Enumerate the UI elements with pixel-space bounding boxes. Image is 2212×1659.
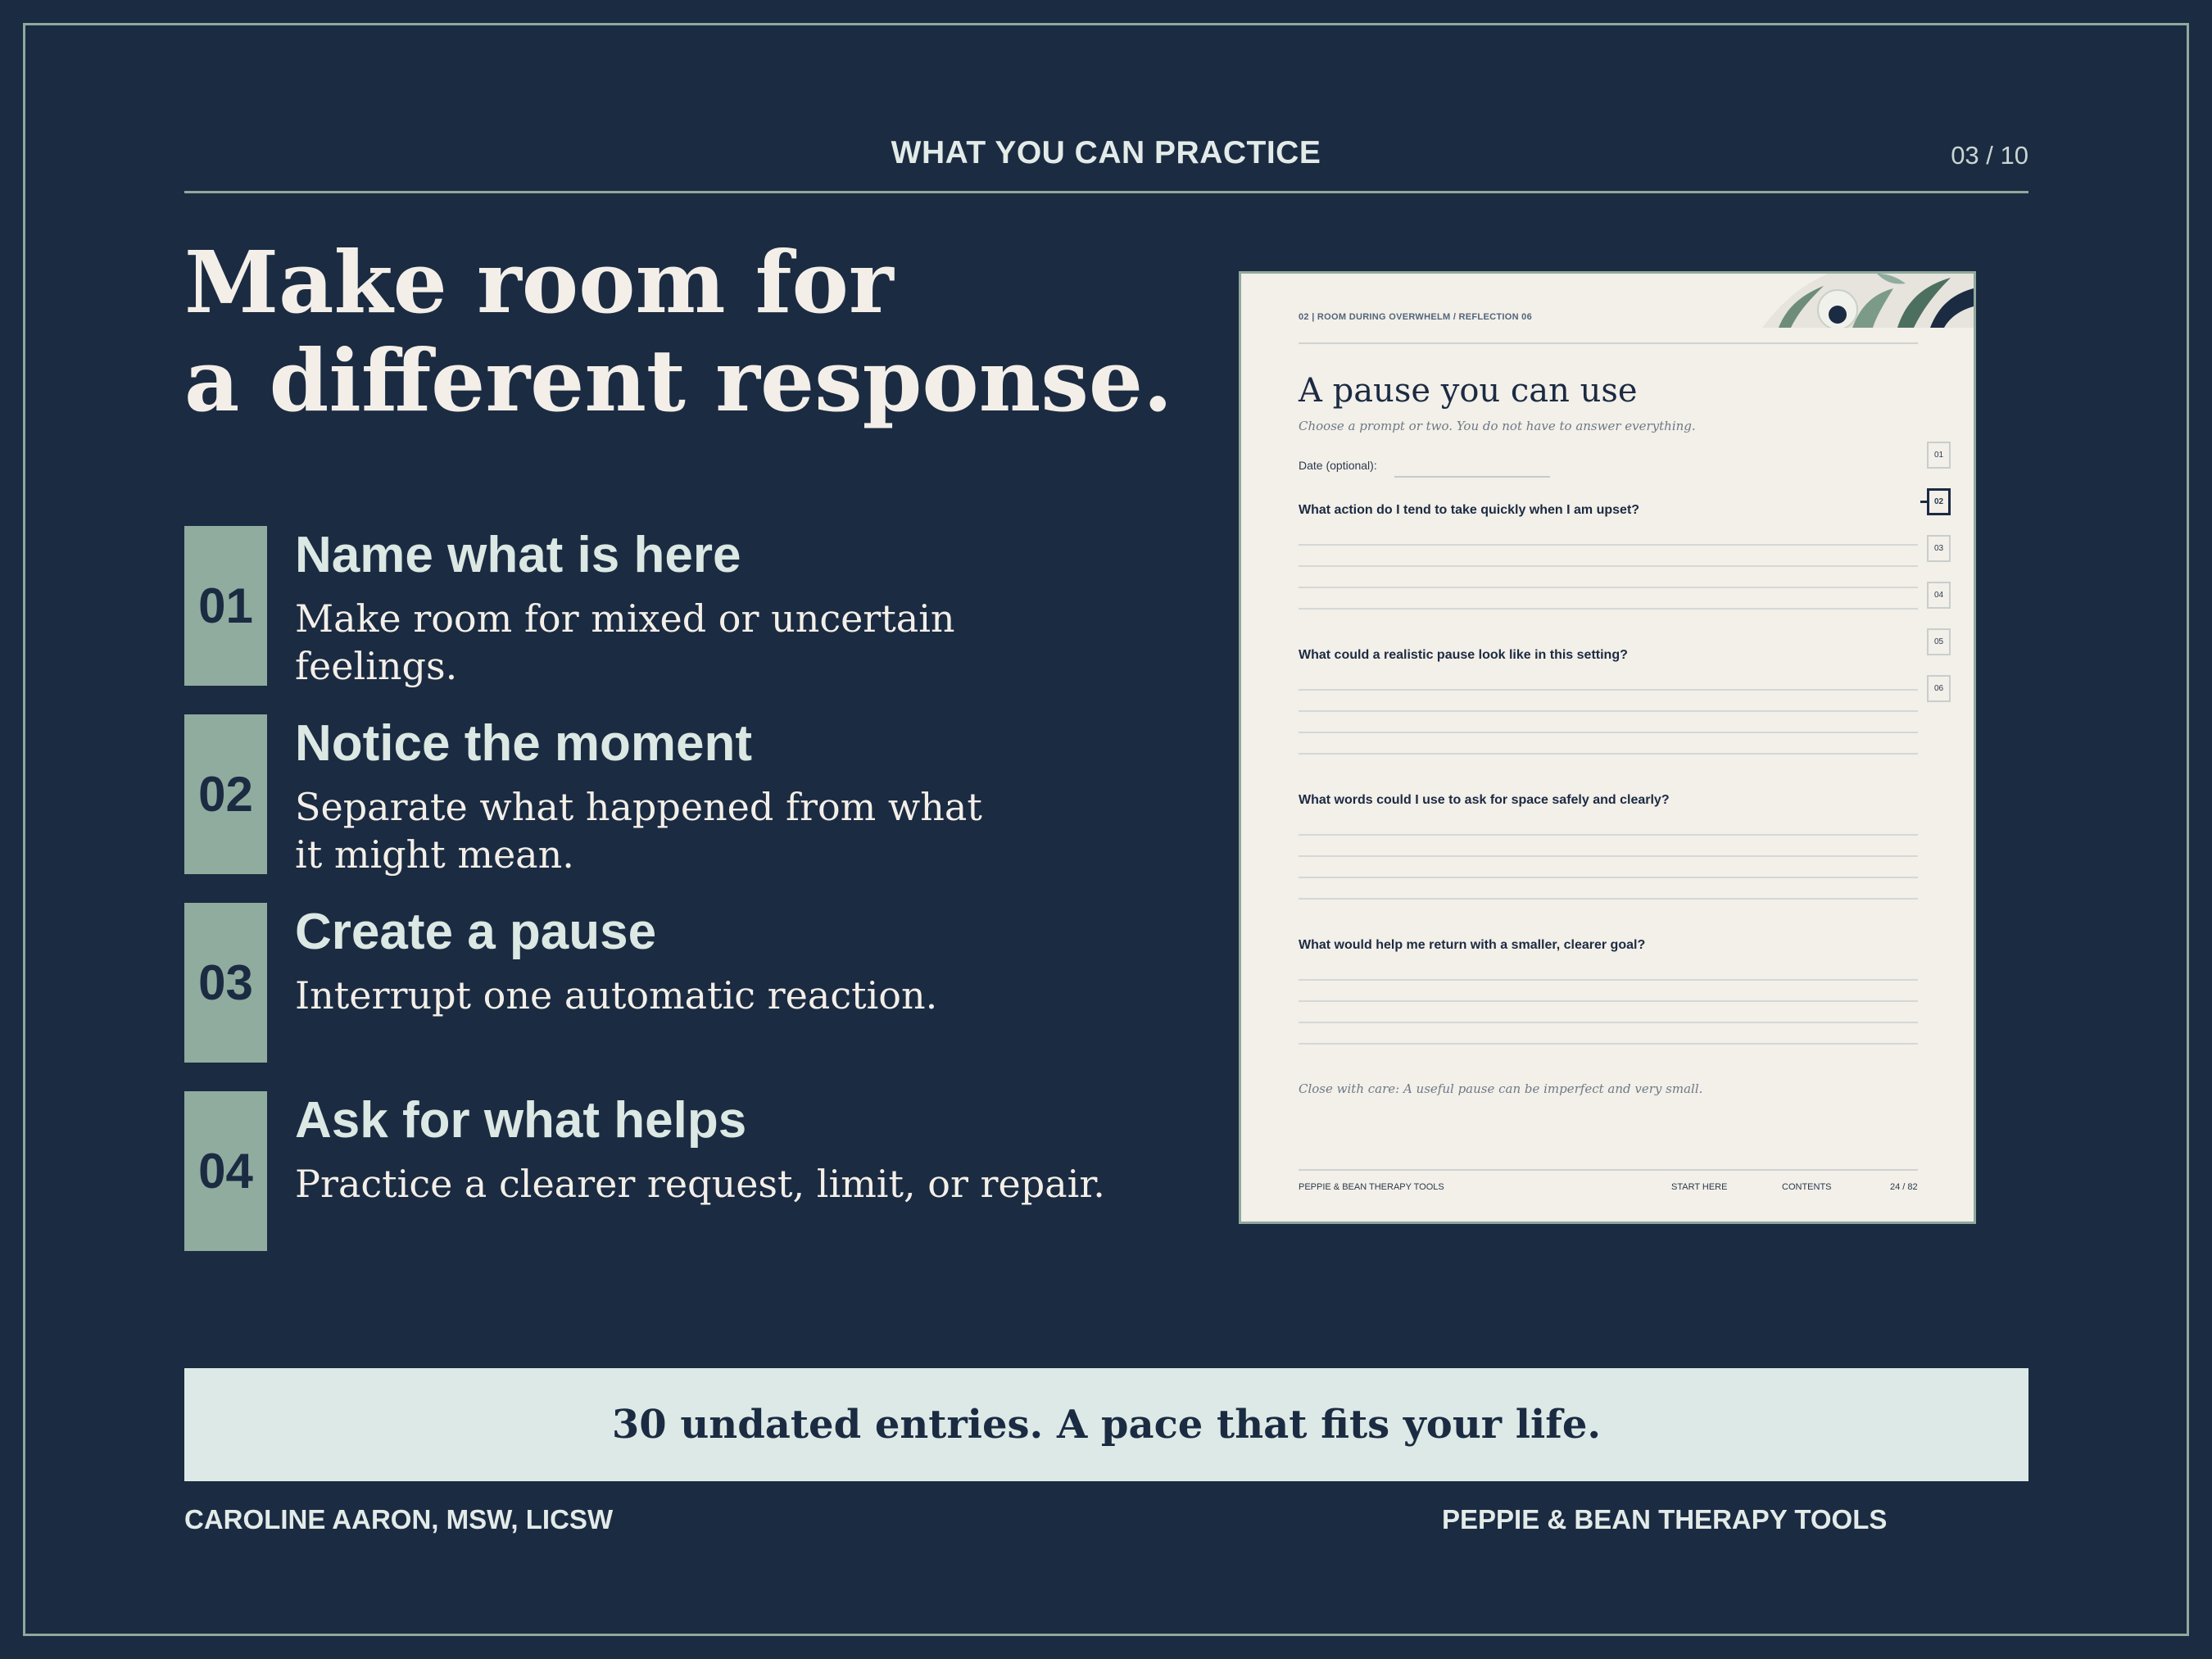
step-description: Separate what happened from what it might mean. — [295, 785, 982, 877]
writing-line — [1299, 834, 1918, 836]
writing-line — [1299, 1000, 1918, 1002]
writing-line — [1299, 608, 1918, 610]
headline-line-1: Make room for — [184, 232, 894, 333]
writing-line — [1299, 855, 1918, 857]
step-description: Practice a clearer request, limit, or repair. — [295, 1162, 1105, 1206]
tab-01[interactable]: 01 — [1927, 442, 1951, 469]
writing-line — [1299, 544, 1918, 546]
step-number: 03 — [184, 903, 267, 1063]
worksheet-question: What would help me return with a smaller, clearer goal? — [1299, 938, 1646, 952]
date-field-line — [1394, 476, 1550, 478]
worksheet-preview — [1239, 271, 1976, 1224]
writing-line — [1299, 587, 1918, 588]
active-tab-marker — [1920, 501, 1927, 503]
writing-line — [1299, 732, 1918, 733]
step-item — [184, 903, 1126, 1063]
step-title: Create a pause — [295, 904, 657, 960]
tagline-text: 30 undated entries. A pace that fits your life. — [611, 1402, 1602, 1448]
writing-line — [1299, 1022, 1918, 1023]
divider — [1299, 342, 1918, 344]
start-here-link[interactable]: START HERE — [1671, 1182, 1728, 1192]
writing-line — [1299, 898, 1918, 900]
writing-line — [1299, 753, 1918, 755]
headline-line-2: a different response. — [184, 330, 1173, 431]
writing-line — [1299, 877, 1918, 878]
worksheet-question: What words could I use to ask for space safely and clearly? — [1299, 793, 1670, 807]
step-title: Name what is here — [295, 527, 741, 583]
worksheet-brand: PEPPIE & BEAN THERAPY TOOLS — [1299, 1182, 1444, 1192]
section-title: WHAT YOU CAN PRACTICE — [891, 135, 1321, 170]
closing-note: Close with care: A useful pause can be imperfect and very small. — [1299, 1081, 1703, 1096]
step-number: 02 — [184, 714, 267, 874]
tab-03[interactable]: 03 — [1927, 535, 1951, 562]
brand-credit: PEPPIE & BEAN THERAPY TOOLS — [1442, 1504, 1888, 1534]
tagline-banner — [184, 1368, 2028, 1481]
step-number: 04 — [184, 1091, 267, 1251]
step-description: Make room for mixed or uncertain feelings. — [295, 596, 955, 688]
worksheet-question: What could a realistic pause look like in this setting? — [1299, 648, 1628, 662]
worksheet-page-number: 24 / 82 — [1890, 1182, 1918, 1192]
headline — [184, 233, 1249, 430]
step-number: 01 — [184, 526, 267, 686]
worksheet-breadcrumb: 02 | ROOM DURING OVERWHELM / REFLECTION 06 — [1299, 312, 1532, 322]
writing-line — [1299, 565, 1918, 567]
step-title: Ask for what helps — [295, 1092, 747, 1149]
page-number: 03 / 10 — [1951, 141, 2028, 170]
author-credit: CAROLINE AARON, MSW, LICSW — [184, 1504, 614, 1534]
divider — [1299, 1169, 1918, 1171]
tab-04[interactable]: 04 — [1927, 582, 1951, 609]
step-item — [184, 1091, 1126, 1251]
step-description: Interrupt one automatic reaction. — [295, 973, 938, 1018]
tab-06[interactable]: 06 — [1927, 675, 1951, 702]
worksheet-title: A pause you can use — [1299, 372, 1638, 410]
step-item — [184, 714, 1126, 877]
step-title: Notice the moment — [295, 715, 753, 772]
worksheet-subtitle: Choose a prompt or two. You do not have to answer everything. — [1299, 419, 1696, 433]
floral-decoration-icon — [1762, 274, 1974, 328]
writing-line — [1299, 689, 1918, 691]
date-label: Date (optional): — [1299, 459, 1377, 472]
header-divider — [184, 191, 2028, 193]
tab-05[interactable]: 05 — [1927, 628, 1951, 655]
writing-line — [1299, 979, 1918, 981]
step-item — [184, 526, 1126, 686]
contents-link[interactable]: CONTENTS — [1782, 1182, 1832, 1192]
writing-line — [1299, 710, 1918, 712]
worksheet-question: What action do I tend to take quickly when I am upset? — [1299, 503, 1640, 517]
writing-line — [1299, 1043, 1918, 1045]
tab-02[interactable]: 02 — [1927, 488, 1951, 515]
